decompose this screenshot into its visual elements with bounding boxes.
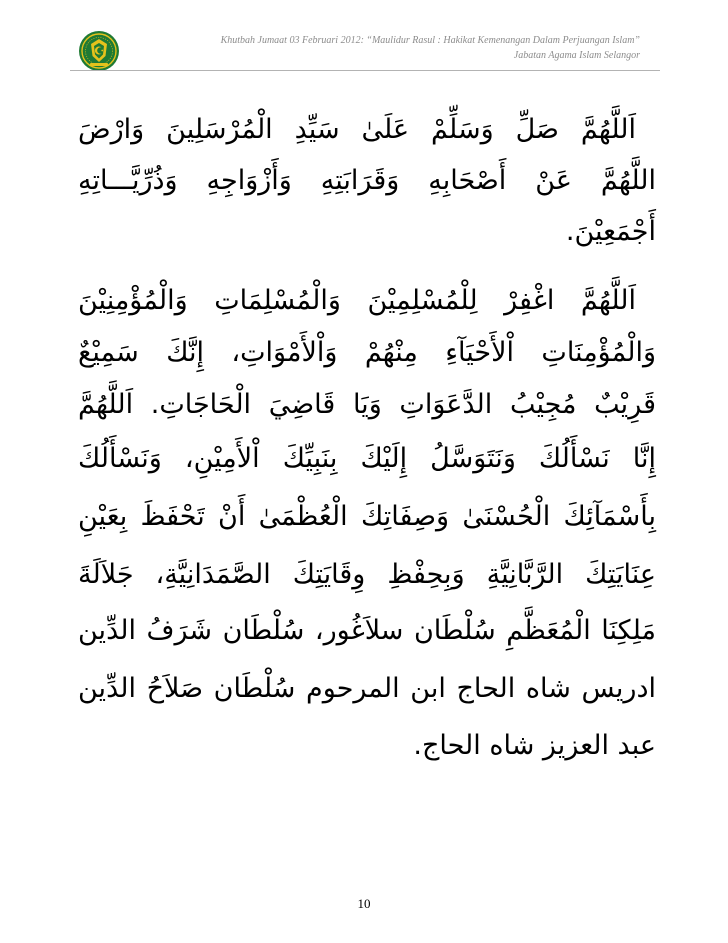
header-organization: Jabatan Agama Islam Selangor — [513, 50, 640, 61]
jais-emblem-icon — [78, 30, 120, 72]
prayer-line: مَلِكِنَا الْمُعَظَّمِ سُلْطَان سلاَغُور، سُلْطَان شَرَفُ الدِّين — [78, 615, 656, 646]
header-divider — [70, 70, 660, 71]
header-title: Khutbah Jumaat 03 Februari 2012: “Maulidur Rasul : Hakikat Kemenangan Dalam Perjuangan Islam” — [220, 35, 640, 46]
prayer-line: ادريس شاه الحاج ابن المرحوم سُلْطَان صَلاَحُ الدِّين — [78, 673, 656, 704]
prayer-line: اَللَّهُمَّ صَلِّ وَسَلِّمْ عَلَىٰ سَيِّدِ الْمُرْسَلِينَ وَارْضَ — [78, 114, 636, 145]
prayer-line: اللَّهُمَّ عَنْ أَصْحَابِهِ وَقَرَابَتِهِ وَأَزْوَاجِهِ وَذُرِّيَّـــاتِهِ — [78, 165, 656, 196]
prayer-line: عبد العزيز شاه الحاج. — [413, 730, 656, 761]
prayer-line: قَرِيْبٌ مُجِيْبُ الدَّعَوَاتِ وَيَا قَاضِيَ الْحَاجَاتِ. اَللَّهُمَّ — [78, 389, 656, 420]
prayer-line: عِنَايَتِكَ الرَّبَّانِيَّةِ وَبِحِفْظِ وِقَايَتِكَ الصَّمَدَانِيَّةِ، جَلاَلَةَ — [78, 559, 656, 590]
prayer-line: بِأَسْمَآئِكَ الْحُسْنَىٰ وَصِفَاتِكَ الْعُظْمَىٰ أَنْ تَحْفَظَ بِعَيْنِ — [78, 501, 656, 532]
prayer-line: اَللَّهُمَّ اغْفِرْ لِلْمُسْلِمِيْنَ وَالْمُسْلِمَاتِ وَالْمُؤْمِنِيْنَ — [78, 285, 636, 316]
prayer-line: وَالْمُؤْمِنَاتِ اْلأَحْيَآءِ مِنْهُمْ وَاْلأَمْوَاتِ، إِنَّكَ سَمِيْعٌ — [78, 337, 656, 368]
prayer-line: إِنَّا نَسْأَلُكَ وَنَتَوَسَّلُ إِلَيْكَ بِنَبِيِّكَ اْلأَمِيْنِ، وَنَسْأَلُكَ — [78, 443, 656, 474]
prayer-line: أَجْمَعِيْنَ. — [565, 216, 656, 247]
page-number: 10 — [357, 896, 371, 911]
